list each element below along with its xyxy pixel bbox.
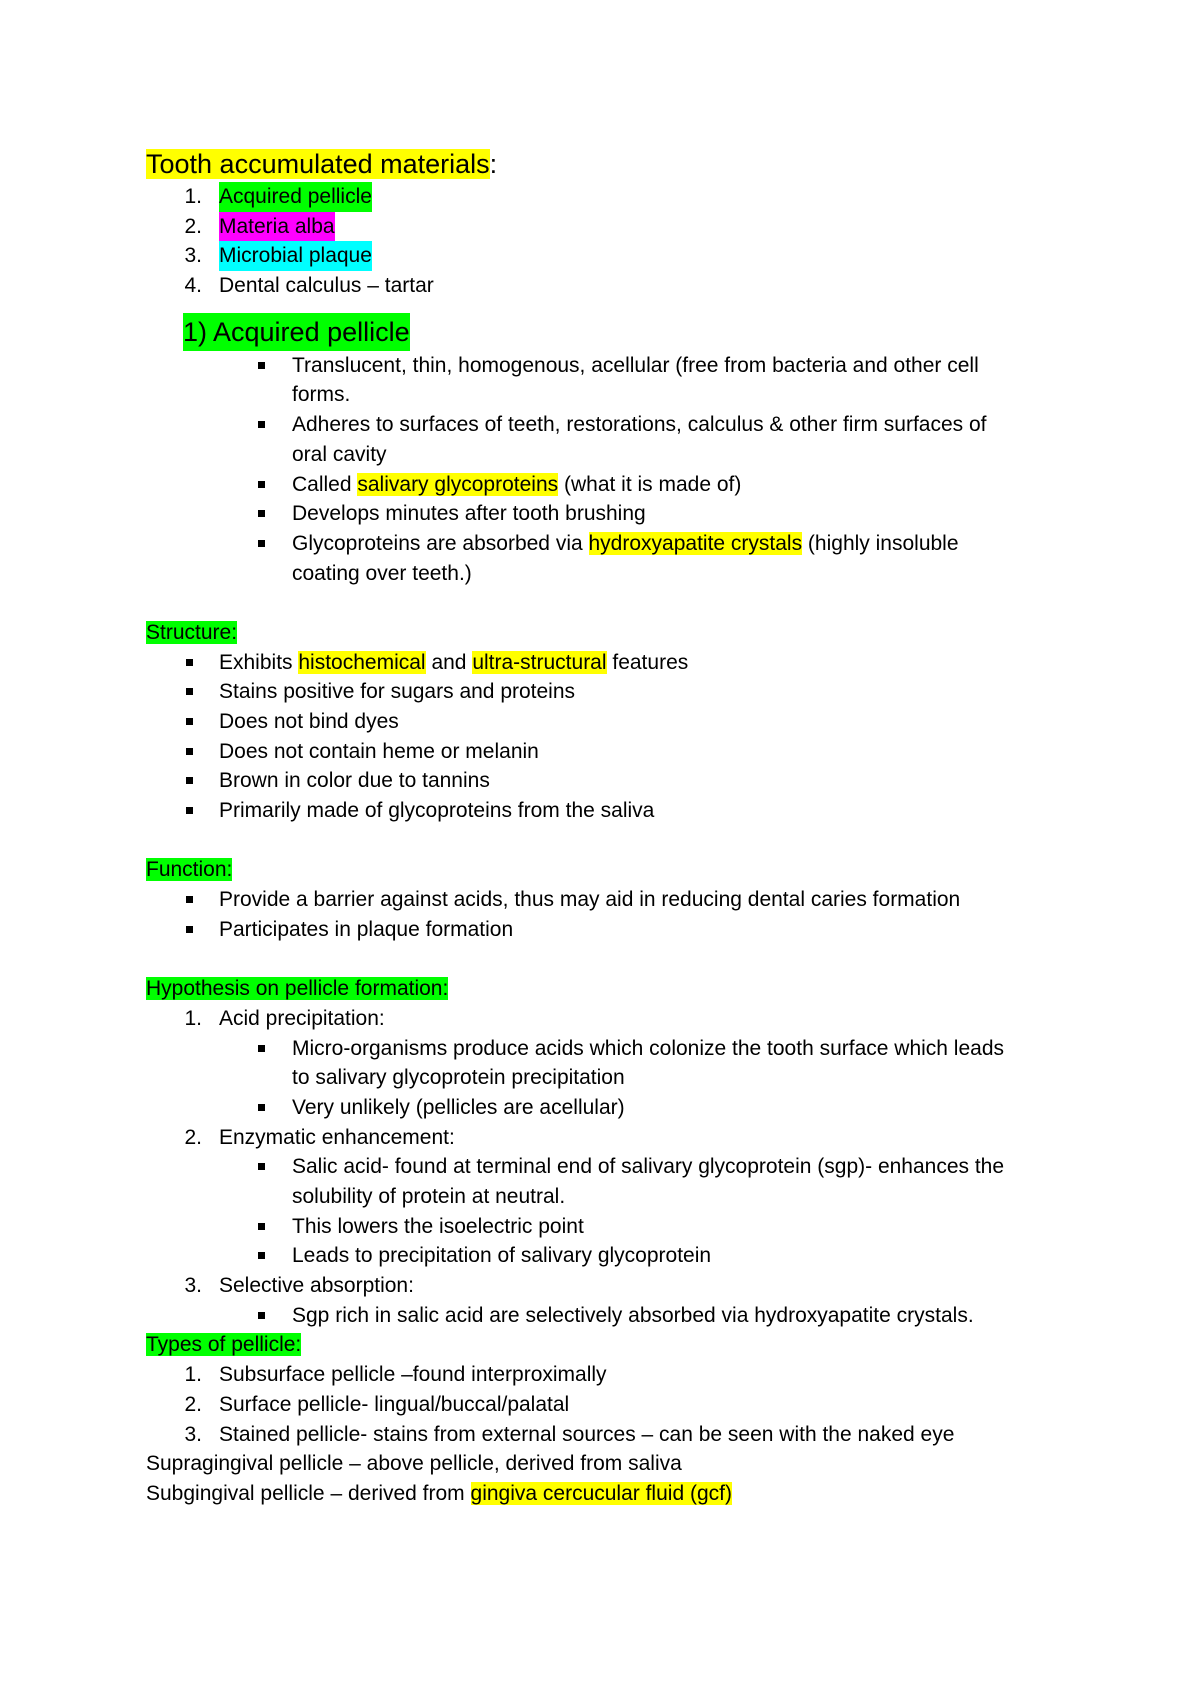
bullet-icon	[186, 807, 193, 814]
list-number: 1.	[184, 185, 202, 208]
bullet-text: Very unlikely (pellicles are acellular)	[292, 1095, 625, 1119]
bullet-continuation	[146, 380, 1066, 410]
section-heading	[146, 855, 1066, 885]
bullet-item	[146, 410, 1066, 440]
list-number: 3.	[184, 1422, 202, 1446]
highlight: ultra-structural	[472, 650, 607, 674]
list-number: 2.	[184, 214, 202, 238]
material-acquired-pellicle: Acquired pellicle	[219, 182, 372, 212]
bullet-text	[292, 470, 741, 500]
bullet-icon	[186, 748, 193, 755]
text-segment: and	[425, 650, 473, 674]
bullet-item	[146, 1212, 1066, 1242]
bullet-icon	[258, 1104, 265, 1111]
list-number: 2.	[184, 1125, 202, 1149]
paragraph-line	[146, 1449, 1066, 1479]
text-segment: Called	[292, 472, 358, 496]
bullet-item	[146, 529, 1066, 559]
list-item	[146, 271, 1066, 301]
list-number: 4.	[184, 274, 202, 298]
list-text: Enzymatic enhancement:	[219, 1125, 455, 1149]
title-suffix: :	[489, 149, 498, 179]
bullet-text: Does not bind dyes	[219, 710, 399, 733]
section-heading	[146, 618, 1066, 648]
bullet-item	[146, 648, 1066, 678]
bullet-icon	[258, 1312, 265, 1319]
bullet-icon	[186, 659, 193, 666]
list-item	[146, 1004, 1066, 1034]
bullet-item	[146, 1301, 1066, 1331]
bullet-text: Salic acid- found at terminal end of salivary glycoprotein (sgp)- enhances the	[292, 1155, 1005, 1179]
list-item	[146, 1360, 1066, 1390]
bullet-icon	[186, 718, 193, 725]
bullet-item	[146, 915, 1066, 945]
structure-heading: Structure:	[146, 620, 238, 644]
bullet-item	[146, 1093, 1066, 1123]
list-text: Subsurface pellicle –found interproximally	[219, 1363, 607, 1387]
bullet-text: Stains positive for sugars and proteins	[219, 680, 576, 704]
bullet-text: oral cavity	[292, 442, 387, 466]
list-text: Acid precipitation:	[219, 1006, 385, 1030]
material-materia-alba: Materia alba	[219, 212, 335, 242]
bullet-text: Provide a barrier against acids, thus may aid in reducing dental caries formation	[219, 888, 961, 912]
bullet-continuation	[146, 559, 1066, 589]
bullet-text: Primarily made of glycoproteins from the saliva	[219, 799, 655, 823]
bullet-item	[146, 499, 1066, 529]
text-segment: features	[606, 650, 689, 674]
bullet-icon	[186, 896, 193, 903]
bullet-icon	[186, 777, 193, 784]
bullet-icon	[258, 362, 265, 369]
bullet-item	[146, 737, 1066, 767]
text-segment: (what it is made of)	[558, 472, 742, 496]
bullet-text: Does not contain heme or melanin	[219, 739, 539, 763]
document-page	[146, 148, 1066, 1509]
bullet-text: This lowers the isoelectric point	[292, 1214, 584, 1238]
bullet-item	[146, 1241, 1066, 1271]
list-item	[146, 241, 1066, 271]
hypothesis-heading: Hypothesis on pellicle formation:	[146, 977, 449, 1001]
bullet-text: Micro-organisms produce acids which colonize the tooth surface which leads	[292, 1036, 1005, 1060]
highlight: gingiva cercucular fluid (gcf)	[470, 1481, 732, 1505]
bullet-icon	[258, 481, 265, 488]
bullet-text: Leads to precipitation of salivary glycoprotein	[292, 1244, 712, 1268]
bullet-continuation	[146, 1182, 1066, 1212]
bullet-icon	[258, 1045, 265, 1052]
list-text: Selective absorption:	[219, 1274, 414, 1298]
bullet-text: coating over teeth.)	[292, 561, 472, 585]
paragraph-line	[146, 1479, 1066, 1509]
bullet-icon	[258, 510, 265, 517]
bullet-text: Develops minutes after tooth brushing	[292, 502, 646, 526]
bullet-text	[219, 648, 688, 678]
acquired-pellicle-heading: 1) Acquired pellicle	[183, 313, 410, 351]
bullet-text: Adheres to surfaces of teeth, restorations, calculus & other firm surfaces of	[292, 413, 987, 437]
bullet-text	[292, 529, 959, 559]
function-heading: Function:	[146, 858, 233, 882]
bullet-icon	[258, 421, 265, 428]
list-item	[146, 1271, 1066, 1301]
bullet-continuation	[146, 1063, 1066, 1093]
list-text: Stained pellicle- stains from external sources – can be seen with the naked eye	[219, 1422, 955, 1446]
bullet-item	[146, 470, 1066, 500]
list-item	[146, 212, 1066, 242]
list-number: 3.	[184, 1274, 202, 1298]
list-number: 3.	[184, 244, 202, 268]
bullet-text: solubility of protein at neutral.	[292, 1185, 566, 1208]
supragingival-text: Supragingival pellicle – above pellicle, derived from saliva	[146, 1452, 682, 1476]
bullet-text: to salivary glycoprotein precipitation	[292, 1066, 625, 1090]
bullet-text: forms.	[292, 383, 351, 407]
bullet-text: Sgp rich in salic acid are selectively absorbed via hydroxyapatite crystals.	[292, 1303, 974, 1327]
document-title	[146, 148, 1066, 182]
section-heading	[146, 313, 1066, 351]
bullet-text: Translucent, thin, homogenous, acellular (free from bacteria and other cell	[292, 353, 979, 377]
section-heading	[146, 1330, 1066, 1360]
bullet-icon	[186, 926, 193, 933]
list-item	[146, 182, 1066, 212]
bullet-icon	[258, 1223, 265, 1230]
bullet-item	[146, 707, 1066, 737]
list-number: 1.	[184, 1363, 202, 1387]
title-text: Tooth accumulated materials	[146, 149, 490, 179]
bullet-item	[146, 885, 1066, 915]
list-item	[146, 1420, 1066, 1450]
text-segment: Glycoproteins are absorbed via	[292, 531, 589, 555]
bullet-item	[146, 1034, 1066, 1064]
bullet-icon	[258, 1252, 265, 1259]
bullet-item	[146, 1152, 1066, 1182]
highlight: histochemical	[298, 650, 426, 674]
highlight: salivary glycoproteins	[357, 472, 559, 496]
bullet-icon	[186, 688, 193, 695]
bullet-item	[146, 677, 1066, 707]
list-number: 1.	[184, 1006, 202, 1030]
text-segment: Subgingival pellicle – derived from	[146, 1481, 471, 1505]
bullet-continuation	[146, 440, 1066, 470]
material-dental-calculus: Dental calculus – tartar	[219, 274, 434, 298]
bullet-text: Brown in color due to tannins	[219, 769, 490, 793]
bullet-icon	[258, 1163, 265, 1170]
bullet-icon	[258, 540, 265, 547]
bullet-item	[146, 351, 1066, 381]
types-heading: Types of pellicle:	[146, 1333, 302, 1357]
subgingival-text	[146, 1482, 732, 1505]
bullet-item	[146, 796, 1066, 826]
list-text: Surface pellicle- lingual/buccal/palatal	[219, 1392, 570, 1416]
list-item	[146, 1123, 1066, 1153]
text-segment: (highly insoluble	[802, 531, 959, 555]
bullet-text: Participates in plaque formation	[219, 917, 514, 941]
list-number: 2.	[184, 1392, 202, 1416]
text-segment: Exhibits	[219, 650, 299, 674]
bullet-item	[146, 766, 1066, 796]
section-heading	[146, 974, 1066, 1004]
material-microbial-plaque: Microbial plaque	[219, 241, 372, 271]
list-item	[146, 1390, 1066, 1420]
highlight: hydroxyapatite crystals	[588, 531, 803, 555]
